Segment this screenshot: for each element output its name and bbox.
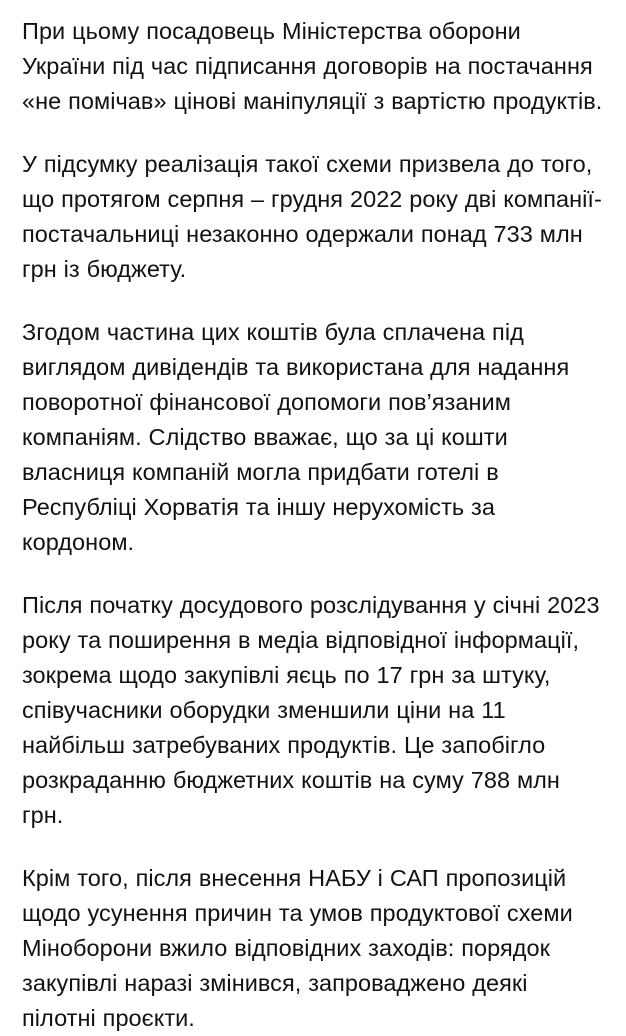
article-paragraph: У підсумку реалізація такої схеми призвела до того, що протягом серпня – грудня 2022 року дві компанії-постачальниці незаконно одержали понад 733 млн грн із бюджету. (22, 151, 602, 282)
article-paragraph: Після початку досудового розслідування у січні 2023 року та поширення в медіа відповідної інформації, зокрема щодо закупівлі яєць по 17 грн за штуку, співучасники оборудки зменшили ціни на 11 найбільш затребуваних продуктів. Це запобігло розкраданню бюджетних коштів на суму 788 млн грн. (22, 592, 600, 828)
article-paragraph: Згодом частина цих коштів була сплачена під виглядом дивідендів та використана для надання поворотної фінансової допомоги пов’язаним компаніям. Слідство вважає, що за ці кошти власниця компаній могла придбати готелі в Республіці Хорватія та іншу нерухомість за кордоном. (22, 319, 570, 555)
article-paragraph: При цьому посадовець Міністерства оборони України під час підписання договорів на постачання «не помічав» цінові маніпуляції з вартістю продуктів. (22, 18, 603, 114)
article-paragraph: Крім того, після внесення НАБУ і САП пропозицій щодо усунення причин та умов продуктової схеми Міноборони вжило відповідних заходів: порядок закупівлі наразі змінився, запроваджено деякі пілотні проєкти. (22, 865, 573, 1031)
